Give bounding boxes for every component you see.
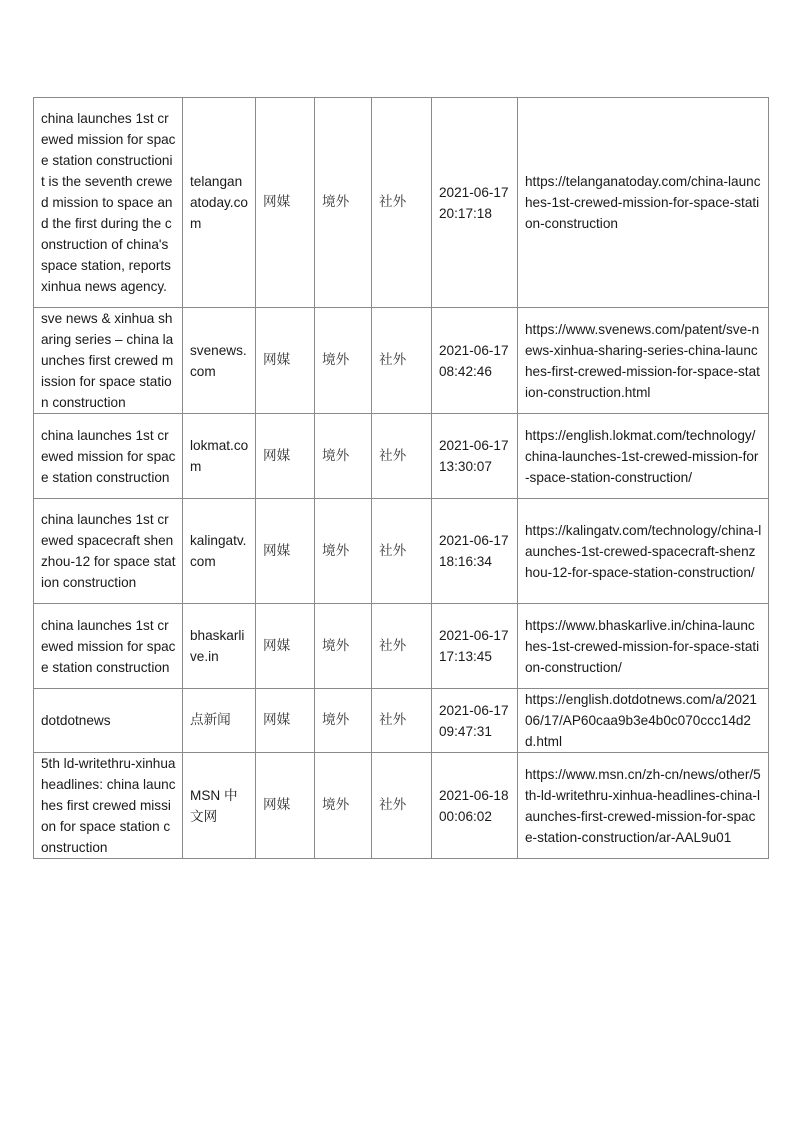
article-title: sve news & xinhua sharing series – china launches first crewed mission for space station construction: [34, 308, 183, 414]
table-row: [34, 414, 769, 499]
source-site: kalingatv.com: [183, 499, 256, 604]
article-url[interactable]: https://www.svenews.com/patent/sve-news-xinhua-sharing-series-china-launches-first-crewed-mission-for-space-station-construction.html: [518, 308, 769, 414]
media-type: 网媒: [256, 753, 315, 859]
source-type: 社外: [372, 499, 432, 604]
publish-date: 2021-06-17: [439, 342, 509, 358]
table-row: [34, 753, 769, 859]
table-row: [34, 308, 769, 414]
region: 境外: [315, 604, 372, 689]
source-type: 社外: [372, 689, 432, 753]
publish-time: 13:30:07: [439, 459, 492, 474]
article-url[interactable]: https://kalingatv.com/technology/china-launches-1st-crewed-spacecraft-shenzhou-12-for-space-station-construction/: [518, 499, 769, 604]
source-type: 社外: [372, 604, 432, 689]
source-type: 社外: [372, 308, 432, 414]
region: 境外: [315, 689, 372, 753]
publish-date: 2021-06-17: [439, 184, 509, 200]
region: 境外: [315, 98, 372, 308]
media-type: 网媒: [256, 499, 315, 604]
publish-datetime: [432, 98, 518, 308]
article-title: china launches 1st crewed mission for space station constructionit is the seventh crewed mission to space and the first during the construction of china's space station, reports xinhua news agency.: [34, 98, 183, 308]
article-url[interactable]: https://english.lokmat.com/technology/china-launches-1st-crewed-mission-for-space-station-construction/: [518, 414, 769, 499]
region: 境外: [315, 414, 372, 499]
publish-datetime: [432, 689, 518, 753]
media-type: 网媒: [256, 98, 315, 308]
publish-time: 18:16:34: [439, 554, 492, 569]
publish-datetime: [432, 604, 518, 689]
media-type: 网媒: [256, 414, 315, 499]
media-type: 网媒: [256, 308, 315, 414]
table-row: [34, 604, 769, 689]
media-report-table: [33, 97, 769, 859]
table-row: [34, 98, 769, 308]
region: 境外: [315, 499, 372, 604]
publish-date: 2021-06-17: [439, 702, 509, 718]
publish-datetime: [432, 414, 518, 499]
source-site: MSN 中文网: [183, 753, 256, 859]
publish-date: 2021-06-17: [439, 438, 509, 453]
article-url[interactable]: https://telanganatoday.com/china-launches-1st-crewed-mission-for-space-station-construction: [518, 98, 769, 308]
article-url[interactable]: https://english.dotdotnews.com/a/202106/17/AP60caa9b3e4b0c070ccc14d2d.html: [518, 689, 769, 753]
publish-date: 2021-06-18: [439, 787, 509, 803]
publish-time: 20:17:18: [439, 205, 492, 221]
source-type: 社外: [372, 414, 432, 499]
article-title: china launches 1st crewed mission for space station construction: [34, 604, 183, 689]
source-site: lokmat.com: [183, 414, 256, 499]
source-site: 点新闻: [183, 689, 256, 753]
source-type: 社外: [372, 98, 432, 308]
region: 境外: [315, 753, 372, 859]
article-title: china launches 1st crewed spacecraft shenzhou-12 for space station construction: [34, 499, 183, 604]
source-site: svenews.com: [183, 308, 256, 414]
publish-time: 09:47:31: [439, 723, 492, 739]
source-site: telanganatoday.com: [183, 98, 256, 308]
publish-datetime: [432, 499, 518, 604]
publish-datetime: [432, 753, 518, 859]
region: 境外: [315, 308, 372, 414]
article-title: china launches 1st crewed mission for space station construction: [34, 414, 183, 499]
article-title: dotdotnews: [34, 689, 183, 753]
article-url[interactable]: https://www.msn.cn/zh-cn/news/other/5th-ld-writethru-xinhua-headlines-china-launches-first-crewed-mission-for-space-station-construction/ar-AAL9u01: [518, 753, 769, 859]
table-row: [34, 689, 769, 753]
article-url[interactable]: https://www.bhaskarlive.in/china-launches-1st-crewed-mission-for-space-station-construction/: [518, 604, 769, 689]
publish-date: 2021-06-17: [439, 628, 509, 643]
publish-date: 2021-06-17: [439, 533, 509, 548]
source-type: 社外: [372, 753, 432, 859]
publish-time: 17:13:45: [439, 649, 492, 664]
media-type: 网媒: [256, 604, 315, 689]
source-site: bhaskarlive.in: [183, 604, 256, 689]
article-title: 5th ld-writethru-xinhua headlines: china launches first crewed mission for space station construction: [34, 753, 183, 859]
publish-datetime: [432, 308, 518, 414]
publish-time: 00:06:02: [439, 808, 492, 824]
table-row: [34, 499, 769, 604]
media-type: 网媒: [256, 689, 315, 753]
publish-time: 08:42:46: [439, 363, 492, 379]
